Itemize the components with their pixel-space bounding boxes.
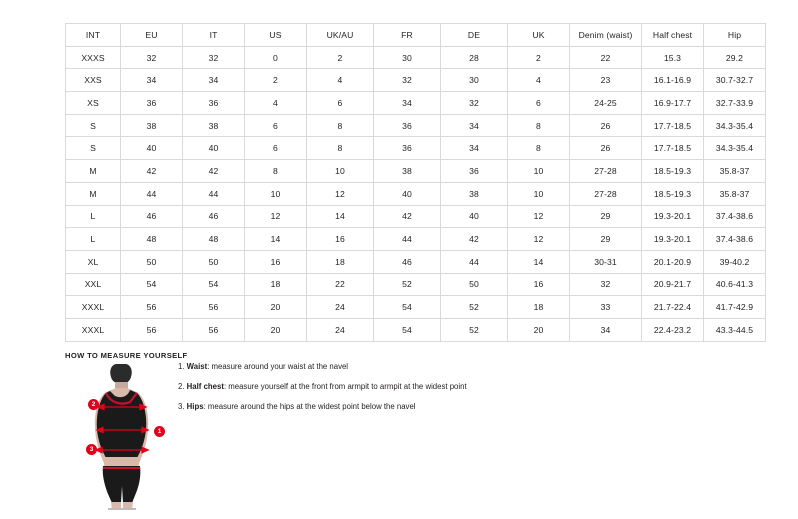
column-header-10: Hip: [704, 24, 766, 47]
table-cell: 46: [183, 205, 245, 228]
table-cell: 34: [441, 137, 508, 160]
cell-size-label: XXXL: [66, 318, 121, 341]
table-cell: 20: [508, 318, 570, 341]
table-cell: 48: [183, 228, 245, 251]
table-cell: 50: [121, 250, 183, 273]
table-cell: 42: [441, 228, 508, 251]
measure-badge-2: 2: [88, 399, 99, 410]
table-cell: 6: [245, 137, 307, 160]
table-cell: 12: [307, 182, 374, 205]
column-header-1: EU: [121, 24, 183, 47]
table-cell: 35.8-37: [704, 160, 766, 183]
table-cell: 40: [374, 182, 441, 205]
table-cell: 10: [508, 182, 570, 205]
table-cell: 23: [570, 69, 642, 92]
table-cell: 36: [121, 92, 183, 115]
table-cell: 32: [183, 46, 245, 69]
table-cell: 30-31: [570, 250, 642, 273]
table-cell: 50: [441, 273, 508, 296]
table-cell: 30: [374, 46, 441, 69]
table-cell: 8: [245, 160, 307, 183]
table-header-row: [66, 24, 766, 47]
table-cell: 38: [441, 182, 508, 205]
table-cell: 8: [307, 137, 374, 160]
table-cell: 40.6-41.3: [704, 273, 766, 296]
table-cell: 6: [508, 92, 570, 115]
table-cell: 18: [508, 296, 570, 319]
table-cell: 52: [441, 318, 508, 341]
table-cell: 20: [245, 296, 307, 319]
table-cell: 19.3-20.1: [642, 228, 704, 251]
table-cell: 6: [307, 92, 374, 115]
table-cell: 50: [183, 250, 245, 273]
step-text: : measure around your waist at the navel: [207, 362, 349, 371]
table-cell: 40: [183, 137, 245, 160]
table-cell: 12: [508, 228, 570, 251]
table-cell: 29: [570, 205, 642, 228]
table-cell: 14: [307, 205, 374, 228]
column-header-5: FR: [374, 24, 441, 47]
table-cell: 32: [374, 69, 441, 92]
table-cell: 34: [374, 92, 441, 115]
table-row: [66, 228, 766, 251]
table-cell: 24: [307, 296, 374, 319]
table-cell: 32.7-33.9: [704, 92, 766, 115]
table-cell: 16: [307, 228, 374, 251]
column-header-6: DE: [441, 24, 508, 47]
table-cell: 34: [121, 69, 183, 92]
table-cell: 42: [374, 205, 441, 228]
column-header-9: Half chest: [642, 24, 704, 47]
table-cell: 18.5-19.3: [642, 182, 704, 205]
cell-size-label: M: [66, 160, 121, 183]
table-row: [66, 114, 766, 137]
cell-size-label: L: [66, 228, 121, 251]
size-chart-table: [65, 23, 766, 342]
table-cell: 32: [441, 92, 508, 115]
table-cell: 40: [441, 205, 508, 228]
how-to-measure-heading: HOW TO MEASURE YOURSELF: [65, 351, 188, 360]
table-cell: 10: [307, 160, 374, 183]
table-cell: 54: [374, 318, 441, 341]
measure-badge-3: 3: [86, 444, 97, 455]
table-cell: 18.5-19.3: [642, 160, 704, 183]
cell-size-label: XL: [66, 250, 121, 273]
step-number: 1.: [178, 362, 187, 371]
table-cell: 4: [245, 92, 307, 115]
measure-steps-list: [178, 363, 598, 423]
table-cell: 41.7-42.9: [704, 296, 766, 319]
table-cell: 16.1-16.9: [642, 69, 704, 92]
table-cell: 46: [374, 250, 441, 273]
table-cell: 2: [508, 46, 570, 69]
table-cell: 44: [183, 182, 245, 205]
table-body: [66, 46, 766, 341]
column-header-2: IT: [183, 24, 245, 47]
table-cell: 12: [508, 205, 570, 228]
table-cell: 24: [307, 318, 374, 341]
step-number: 2.: [178, 382, 187, 392]
table-cell: 40: [121, 137, 183, 160]
table-cell: 28: [441, 46, 508, 69]
table-cell: 17.7-18.5: [642, 137, 704, 160]
table-cell: 8: [307, 114, 374, 137]
table-cell: 8: [508, 114, 570, 137]
table-cell: 44: [374, 228, 441, 251]
table-cell: 27-28: [570, 160, 642, 183]
table-cell: 46: [121, 205, 183, 228]
table-cell: 26: [570, 114, 642, 137]
measure-step-2: [178, 383, 598, 392]
table-cell: 14: [508, 250, 570, 273]
table-cell: 42: [183, 160, 245, 183]
table-cell: 52: [374, 273, 441, 296]
table-row: [66, 205, 766, 228]
table-cell: 16: [508, 273, 570, 296]
table-row: [66, 137, 766, 160]
table-cell: 29: [570, 228, 642, 251]
size-chart-table-container: [65, 23, 754, 342]
table-header: [66, 24, 766, 47]
column-header-8: Denim (waist): [570, 24, 642, 47]
table-cell: 56: [121, 296, 183, 319]
table-cell: 36: [374, 137, 441, 160]
table-cell: 15.3: [642, 46, 704, 69]
table-cell: 36: [374, 114, 441, 137]
table-cell: 22: [570, 46, 642, 69]
table-cell: 19.3-20.1: [642, 205, 704, 228]
table-cell: 22.4-23.2: [642, 318, 704, 341]
table-cell: 24-25: [570, 92, 642, 115]
table-cell: 8: [508, 137, 570, 160]
column-header-3: US: [245, 24, 307, 47]
table-cell: 20.1-20.9: [642, 250, 704, 273]
table-cell: 37.4-38.6: [704, 228, 766, 251]
table-row: [66, 296, 766, 319]
step-term: Hips: [186, 402, 204, 412]
table-cell: 54: [183, 273, 245, 296]
table-cell: 6: [245, 114, 307, 137]
cell-size-label: XXS: [66, 69, 121, 92]
table-cell: 30: [441, 69, 508, 92]
table-cell: 38: [183, 114, 245, 137]
step-number: 3.: [178, 402, 187, 412]
cell-size-label: L: [66, 205, 121, 228]
table-cell: 35.8-37: [704, 182, 766, 205]
table-row: [66, 250, 766, 273]
table-cell: 44: [121, 182, 183, 205]
table-cell: 56: [121, 318, 183, 341]
table-cell: 27-28: [570, 182, 642, 205]
table-cell: 48: [121, 228, 183, 251]
cell-size-label: XS: [66, 92, 121, 115]
cell-size-label: XXXL: [66, 296, 121, 319]
table-cell: 32: [570, 273, 642, 296]
table-cell: 21.7-22.4: [642, 296, 704, 319]
table-cell: 16: [245, 250, 307, 273]
table-row: [66, 273, 766, 296]
table-cell: 36: [441, 160, 508, 183]
cell-size-label: S: [66, 114, 121, 137]
step-term: Waist: [186, 362, 208, 371]
cell-size-label: M: [66, 182, 121, 205]
table-cell: 10: [508, 160, 570, 183]
column-header-0: INT: [66, 24, 121, 47]
table-cell: 22: [307, 273, 374, 296]
table-row: [66, 46, 766, 69]
table-row: [66, 160, 766, 183]
table-cell: 34: [441, 114, 508, 137]
table-cell: 14: [245, 228, 307, 251]
table-cell: 43.3-44.5: [704, 318, 766, 341]
table-row: [66, 69, 766, 92]
column-header-7: UK: [508, 24, 570, 47]
table-cell: 18: [245, 273, 307, 296]
cell-size-label: XXXS: [66, 46, 121, 69]
table-cell: 4: [307, 69, 374, 92]
cell-size-label: S: [66, 137, 121, 160]
table-cell: 54: [121, 273, 183, 296]
table-cell: 56: [183, 318, 245, 341]
table-cell: 20: [245, 318, 307, 341]
table-cell: 26: [570, 137, 642, 160]
cell-size-label: XXL: [66, 273, 121, 296]
table-cell: 30.7-32.7: [704, 69, 766, 92]
table-cell: 39-40.2: [704, 250, 766, 273]
step-text: : measure around the hips at the widest point below the navel: [203, 402, 416, 412]
table-row: [66, 92, 766, 115]
measure-badge-1: 1: [154, 426, 165, 437]
table-cell: 10: [245, 182, 307, 205]
step-term: Half chest: [186, 382, 224, 392]
table-cell: 38: [374, 160, 441, 183]
table-cell: 2: [307, 46, 374, 69]
table-cell: 4: [508, 69, 570, 92]
table-cell: 18: [307, 250, 374, 273]
table-cell: 38: [121, 114, 183, 137]
measure-step-1: [178, 363, 598, 372]
table-cell: 33: [570, 296, 642, 319]
table-cell: 16.9-17.7: [642, 92, 704, 115]
table-row: [66, 318, 766, 341]
table-cell: 56: [183, 296, 245, 319]
table-cell: 54: [374, 296, 441, 319]
table-row: [66, 182, 766, 205]
table-cell: 37.4-38.6: [704, 205, 766, 228]
table-cell: 44: [441, 250, 508, 273]
table-cell: 32: [121, 46, 183, 69]
table-cell: 17.7-18.5: [642, 114, 704, 137]
table-cell: 36: [183, 92, 245, 115]
table-cell: 29.2: [704, 46, 766, 69]
table-cell: 52: [441, 296, 508, 319]
table-cell: 12: [245, 205, 307, 228]
table-cell: 42: [121, 160, 183, 183]
step-text: : measure yourself at the front from armpit to armpit at the widest point: [223, 382, 467, 392]
table-cell: 34.3-35.4: [704, 137, 766, 160]
table-cell: 34: [570, 318, 642, 341]
table-cell: 20.9-21.7: [642, 273, 704, 296]
table-cell: 2: [245, 69, 307, 92]
table-cell: 34: [183, 69, 245, 92]
table-cell: 0: [245, 46, 307, 69]
column-header-4: UK/AU: [307, 24, 374, 47]
table-cell: 34.3-35.4: [704, 114, 766, 137]
measure-step-3: [178, 403, 598, 412]
